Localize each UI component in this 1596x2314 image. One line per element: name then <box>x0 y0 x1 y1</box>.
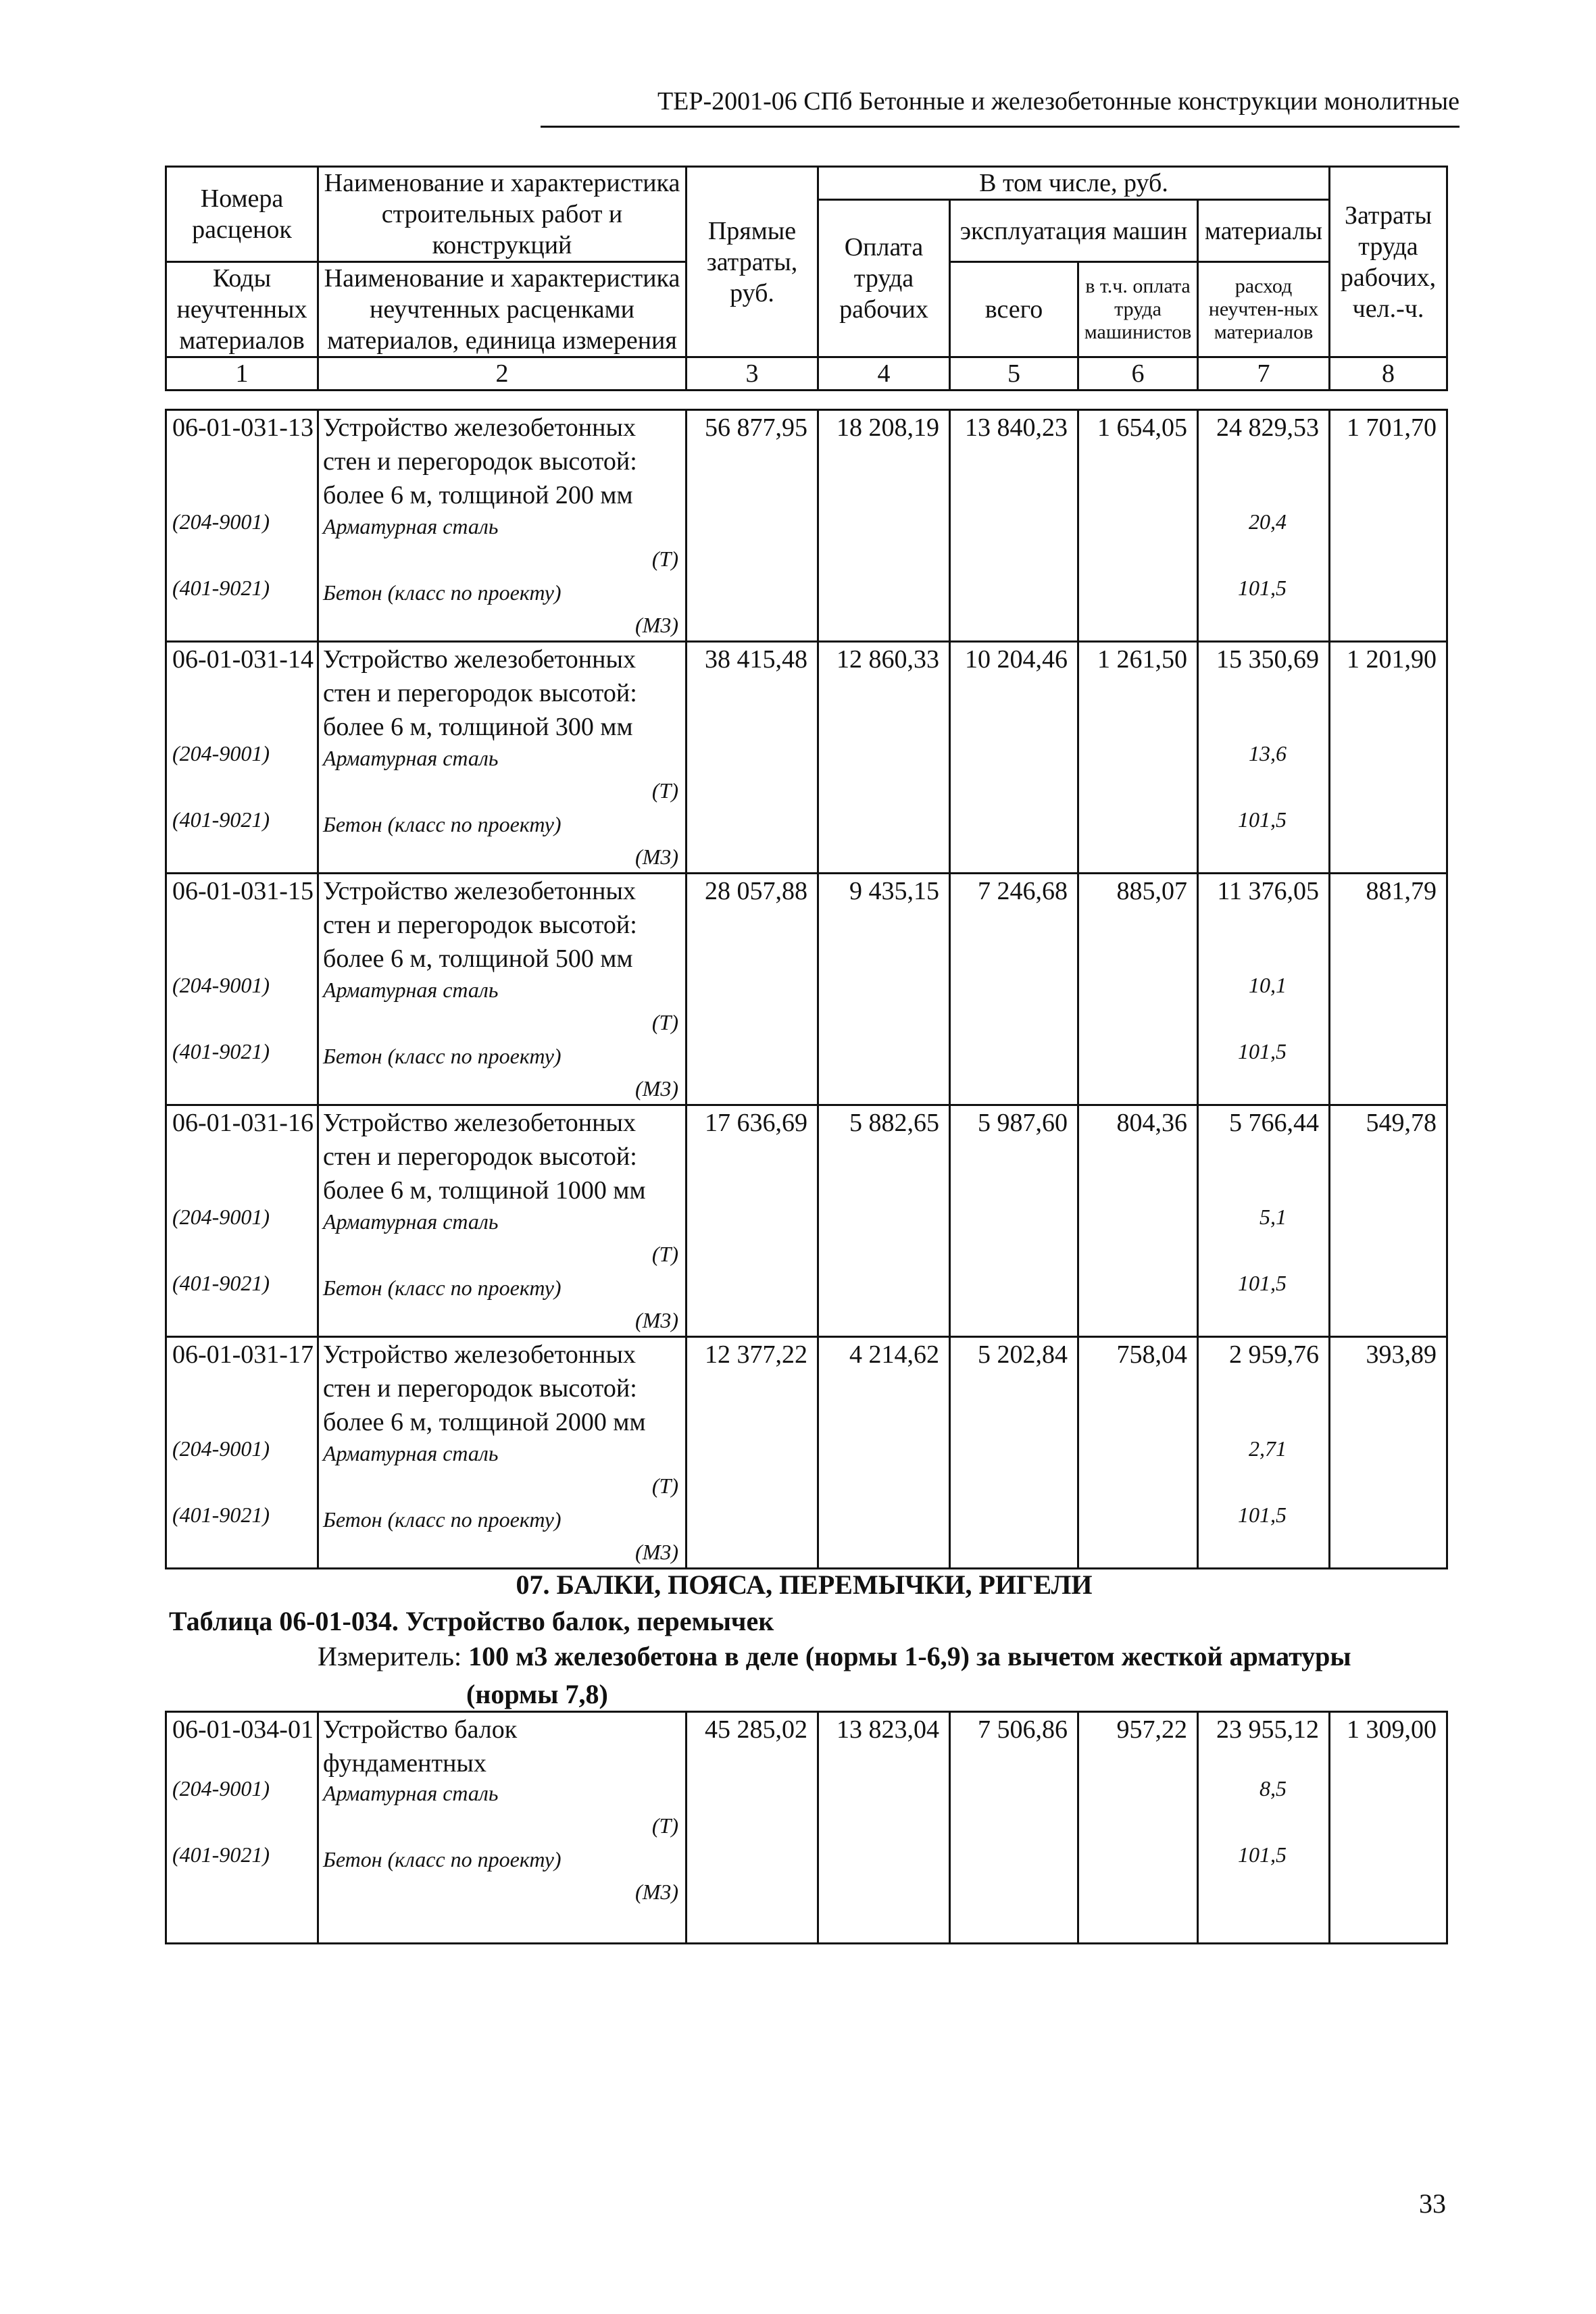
material-name: Арматурная сталь <box>323 978 499 1002</box>
code-cell <box>166 874 318 1105</box>
material-unit: (М3) <box>635 1308 678 1332</box>
header-num-1: 1 <box>166 357 318 391</box>
labor-hours: 881,79 <box>1366 877 1437 905</box>
rate-code: 06-01-031-17 <box>172 1340 314 1369</box>
materials-cell <box>1198 1337 1330 1569</box>
header-num-5: 5 <box>950 357 1078 391</box>
direct-cell <box>687 1105 818 1337</box>
materials-cell <box>1198 410 1330 642</box>
labor-pay: 12 860,33 <box>837 645 939 674</box>
direct-costs: 56 877,95 <box>705 413 807 442</box>
hours-cell <box>1330 1712 1447 1944</box>
machines-total: 10 204,46 <box>965 645 1068 674</box>
material-code: (204-9001) <box>172 973 270 997</box>
materials-cost: 15 350,69 <box>1216 645 1319 674</box>
materials-cost: 5 766,44 <box>1229 1109 1319 1137</box>
work-description: Устройство железобетонных стен и перегородок высотой: более 6 м, толщиной 2000 мм <box>323 1340 646 1436</box>
work-description: Устройство балок фундаментных <box>323 1715 518 1778</box>
materials-cell <box>1198 874 1330 1105</box>
labor-hours: 1 309,00 <box>1347 1715 1437 1744</box>
material-name: Арматурная сталь <box>323 1781 499 1805</box>
material-amount: 2,71 <box>1249 1436 1287 1461</box>
labor-hours: 393,89 <box>1366 1340 1437 1369</box>
code-cell <box>166 1337 318 1569</box>
header-name-top: Наименование и характеристика строительных работ и конструкций <box>318 167 687 262</box>
materials-cell <box>1198 642 1330 874</box>
rate-code: 06-01-034-01 <box>172 1715 314 1744</box>
table-row <box>166 1712 1447 1944</box>
code-cell <box>166 1105 318 1337</box>
header-including: В том числе, руб. <box>818 167 1330 200</box>
material-unit: (М3) <box>635 1540 678 1564</box>
rate-code: 06-01-031-15 <box>172 877 314 905</box>
machinist-pay: 885,07 <box>1116 877 1187 905</box>
code-cell <box>166 410 318 642</box>
direct-costs: 28 057,88 <box>705 877 807 905</box>
hours-cell <box>1330 410 1447 642</box>
material-amount: 5,1 <box>1260 1205 1287 1229</box>
header-num-6: 6 <box>1078 357 1198 391</box>
hours-cell <box>1330 874 1447 1105</box>
header-num-3: 3 <box>687 357 818 391</box>
name-cell <box>318 410 687 642</box>
work-description: Устройство железобетонных стен и перегородок высотой: более 6 м, толщиной 300 мм <box>323 645 637 741</box>
header-num-2: 2 <box>318 357 687 391</box>
labor-hours: 1 201,90 <box>1347 645 1437 674</box>
material-amount: 101,5 <box>1238 576 1287 600</box>
header-unaccounted-materials: расход неучтен-ных материалов <box>1198 262 1330 357</box>
machinist-pay: 1 261,50 <box>1097 645 1187 674</box>
material-code: (401-9021) <box>172 1503 270 1527</box>
material-unit: (Т) <box>651 1010 678 1034</box>
labor-cell <box>818 1712 950 1944</box>
work-description: Устройство железобетонных стен и перегородок высотой: более 6 м, толщиной 200 мм <box>323 413 637 509</box>
machinist-pay: 758,04 <box>1116 1340 1187 1369</box>
material-unit: (Т) <box>651 1813 678 1838</box>
material-amount: 101,5 <box>1238 1842 1287 1867</box>
machinist-cell <box>1078 642 1198 874</box>
material-name: Арматурная сталь <box>323 1209 499 1234</box>
material-name: Бетон (класс по проекту) <box>323 812 562 836</box>
materials-cost: 23 955,12 <box>1216 1715 1319 1744</box>
header-name-bottom: Наименование и характеристика неучтенных расценками материалов, единица измерения <box>318 262 687 357</box>
header-machines-total: всего <box>950 262 1078 357</box>
machinist-cell <box>1078 1712 1198 1944</box>
rates-table <box>165 409 1448 1569</box>
materials-cell <box>1198 1105 1330 1337</box>
material-amount: 13,6 <box>1249 741 1287 765</box>
material-name: Арматурная сталь <box>323 746 499 770</box>
machinist-cell <box>1078 1105 1198 1337</box>
machinist-cell <box>1078 874 1198 1105</box>
header-num-7: 7 <box>1198 357 1330 391</box>
material-unit: (Т) <box>651 778 678 803</box>
hours-cell <box>1330 642 1447 874</box>
machines-cell <box>950 642 1078 874</box>
table-row <box>166 410 1447 642</box>
material-name: Бетон (класс по проекту) <box>323 1847 562 1871</box>
direct-costs: 38 415,48 <box>705 645 807 674</box>
direct-cell <box>687 1337 818 1569</box>
name-cell <box>318 874 687 1105</box>
material-code: (204-9001) <box>172 1436 270 1461</box>
material-unit: (Т) <box>651 547 678 571</box>
material-code: (204-9001) <box>172 1205 270 1229</box>
labor-hours: 1 701,70 <box>1347 413 1437 442</box>
material-unit: (М3) <box>635 613 678 637</box>
table-row <box>166 642 1447 874</box>
header-labor-pay: Оплата труда рабочих <box>818 200 950 357</box>
header-table <box>165 166 1448 391</box>
machines-cell <box>950 1337 1078 1569</box>
material-code: (401-9021) <box>172 1842 270 1867</box>
measure-line <box>318 1640 1351 1672</box>
header-num-4: 4 <box>818 357 950 391</box>
name-cell <box>318 1105 687 1337</box>
hours-cell <box>1330 1337 1447 1569</box>
header-materials: материалы <box>1198 200 1330 262</box>
material-amount: 20,4 <box>1249 509 1287 534</box>
labor-cell <box>818 1105 950 1337</box>
material-amount: 8,5 <box>1260 1776 1287 1801</box>
materials-cost: 11 376,05 <box>1217 877 1319 905</box>
code-cell <box>166 642 318 874</box>
material-unit: (Т) <box>651 1474 678 1498</box>
header-num-8: 8 <box>1330 357 1447 391</box>
machinist-pay: 957,22 <box>1116 1715 1187 1744</box>
material-code: (401-9021) <box>172 1039 270 1063</box>
header-labor-hours: Затраты труда рабочих, чел.-ч. <box>1330 167 1447 357</box>
labor-hours: 549,78 <box>1366 1109 1437 1137</box>
material-code: (204-9001) <box>172 741 270 765</box>
table-row <box>166 1337 1447 1569</box>
machinist-cell <box>1078 410 1198 642</box>
materials-cost: 2 959,76 <box>1229 1340 1319 1369</box>
material-name: Арматурная сталь <box>323 514 499 538</box>
header-codes-bottom: Коды неучтенных материалов <box>166 262 318 357</box>
direct-costs: 17 636,69 <box>705 1109 807 1137</box>
rate-code: 06-01-031-14 <box>172 645 314 674</box>
rate-code: 06-01-031-13 <box>172 413 314 442</box>
table-title: Таблица 06-01-034. Устройство балок, перемычек <box>169 1606 774 1636</box>
material-unit: (Т) <box>651 1242 678 1266</box>
direct-cell <box>687 642 818 874</box>
machines-cell <box>950 1105 1078 1337</box>
labor-cell <box>818 1337 950 1569</box>
material-name: Бетон (класс по проекту) <box>323 1507 562 1532</box>
hours-cell <box>1330 1105 1447 1337</box>
material-unit: (М3) <box>635 1880 678 1904</box>
labor-pay: 18 208,19 <box>837 413 939 442</box>
labor-cell <box>818 874 950 1105</box>
code-cell <box>166 1712 318 1944</box>
header-direct-costs: Прямые затраты, руб. <box>687 167 818 357</box>
measure-line-2: (нормы 7,8) <box>466 1679 608 1709</box>
machines-cell <box>950 410 1078 642</box>
work-description: Устройство железобетонных стен и перегородок высотой: более 6 м, толщиной 500 мм <box>323 877 637 973</box>
header-codes-top: Номера расценок <box>166 167 318 262</box>
material-code: (204-9001) <box>172 509 270 534</box>
machinist-cell <box>1078 1337 1198 1569</box>
material-code: (401-9021) <box>172 807 270 832</box>
labor-pay: 9 435,15 <box>849 877 939 905</box>
materials-cell <box>1198 1712 1330 1944</box>
machinist-pay: 1 654,05 <box>1097 413 1187 442</box>
materials-cost: 24 829,53 <box>1216 413 1319 442</box>
running-head: ТЕР-2001-06 СПб Бетонные и железобетонные конструкции монолитные <box>657 87 1460 116</box>
page-number: 33 <box>1419 2188 1446 2219</box>
material-code: (401-9021) <box>172 576 270 600</box>
machines-total: 13 840,23 <box>965 413 1068 442</box>
header-machines: эксплуатация машин <box>950 200 1198 262</box>
header-machinist-pay: в т.ч. оплата труда машинистов <box>1078 262 1198 357</box>
labor-cell <box>818 642 950 874</box>
material-name: Арматурная сталь <box>323 1441 499 1465</box>
material-unit: (М3) <box>635 845 678 869</box>
direct-cell <box>687 410 818 642</box>
material-name: Бетон (класс по проекту) <box>323 1044 562 1068</box>
labor-pay: 4 214,62 <box>849 1340 939 1369</box>
name-cell <box>318 1712 687 1944</box>
direct-costs: 12 377,22 <box>705 1340 807 1369</box>
beams-table <box>165 1711 1448 1944</box>
machines-total: 7 506,86 <box>978 1715 1068 1744</box>
labor-cell <box>818 410 950 642</box>
rate-code: 06-01-031-16 <box>172 1109 314 1137</box>
material-name: Бетон (класс по проекту) <box>323 1276 562 1300</box>
machinist-pay: 804,36 <box>1116 1109 1187 1137</box>
material-amount: 101,5 <box>1238 1039 1287 1063</box>
material-amount: 101,5 <box>1238 807 1287 832</box>
work-description: Устройство железобетонных стен и перегородок высотой: более 6 м, толщиной 1000 мм <box>323 1109 646 1205</box>
measure-label: Измеритель: <box>318 1641 462 1671</box>
material-amount: 101,5 <box>1238 1503 1287 1527</box>
header-rule <box>541 126 1460 128</box>
machines-total: 5 202,84 <box>978 1340 1068 1369</box>
material-unit: (М3) <box>635 1076 678 1101</box>
labor-pay: 5 882,65 <box>849 1109 939 1137</box>
direct-costs: 45 285,02 <box>705 1715 807 1744</box>
section-title: 07. БАЛКИ, ПОЯСА, ПЕРЕМЫЧКИ, РИГЕЛИ <box>516 1569 1093 1600</box>
machines-cell <box>950 1712 1078 1944</box>
material-code: (204-9001) <box>172 1776 270 1801</box>
machines-total: 5 987,60 <box>978 1109 1068 1137</box>
material-amount: 101,5 <box>1238 1271 1287 1295</box>
name-cell <box>318 1337 687 1569</box>
machines-cell <box>950 874 1078 1105</box>
measure-text: 100 м3 железобетона в деле (нормы 1-6,9) за вычетом жесткой арматуры <box>468 1641 1351 1671</box>
material-amount: 10,1 <box>1249 973 1287 997</box>
name-cell <box>318 642 687 874</box>
direct-cell <box>687 1712 818 1944</box>
direct-cell <box>687 874 818 1105</box>
material-code: (401-9021) <box>172 1271 270 1295</box>
labor-pay: 13 823,04 <box>837 1715 939 1744</box>
table-row <box>166 874 1447 1105</box>
machines-total: 7 246,68 <box>978 877 1068 905</box>
table-row <box>166 1105 1447 1337</box>
material-name: Бетон (класс по проекту) <box>323 580 562 605</box>
